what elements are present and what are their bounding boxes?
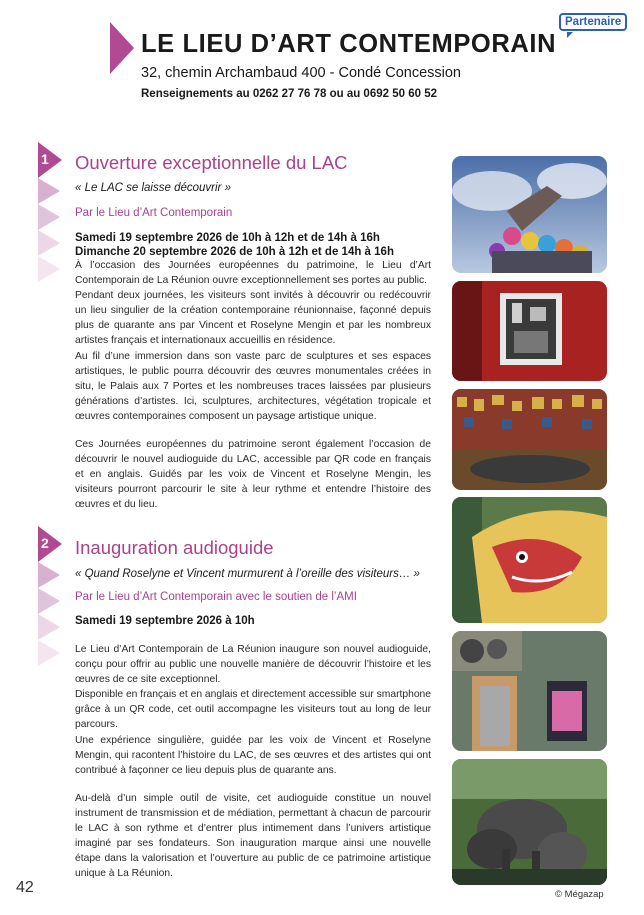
paragraph: Une expérience singulière, guidée par les voix de Vincent et Roselyne Mengin, qui racontent l’histoire du LAC, de ses œuvres et des artistes qui ont contribué à façonner ce lieu depuis plus de quarante ans.: [75, 734, 431, 776]
section-marker-2: [38, 526, 62, 666]
section-organizer: Par le Lieu d’Art Contemporain avec le soutien de l’AMI: [75, 591, 357, 603]
page-number: 42: [16, 879, 34, 896]
chevron-icon: [38, 640, 60, 666]
paragraph: Ces Journées européennes du patrimoine seront également l’occasion de découvrir le nouvel audioguide du LAC, accessible par QR code en français et en anglais. Guidés par les voix de Vincent et Roselyne Mengin, les visiteurs pourront parcourir le site à leur rythme et entendre l’histoire des œuvres et du lieu.: [75, 439, 431, 511]
section-dates: [75, 231, 394, 259]
contact-info: Renseignements au 0262 27 76 78 ou au 0692 50 60 52: [141, 88, 437, 100]
photo-painted-wall: [452, 497, 607, 623]
section-organizer: Par le Lieu d’Art Contemporain: [75, 207, 233, 219]
section-body: [75, 642, 431, 881]
paragraph: Au-delà d’un simple outil de visite, cet audioguide constitue un nouvel instrument de transmission et de médiation, permettant à chacun de parcourir le LAC à son rythme et d’entrer plus intimement dans l’univers artistique imaginé par ses fondateurs. Son inauguration marque ainsi une nouvelle étape dans la valorisation et l’ouverture au public de ce patrimoine artistique unique à La Réunion.: [75, 792, 431, 880]
photo-palace-doors: [452, 631, 607, 751]
paragraph: Au fil d’une immersion dans son vaste parc de sculptures et ses espaces artistiques, le public pourra découvrir des œuvres monumentales créées in situ, le Palais aux 7 Portes et les nombreuses traces laissées par plusieurs générations d’artistes. Ici, sculptures, architectures, végétation tropicale et œuvres contemporaines composent un paysage artistique unique.: [75, 350, 431, 422]
photo-elephant-sculptures: [452, 759, 607, 885]
partner-badge: [559, 13, 627, 31]
photo-credit: © Mégazap: [555, 889, 604, 900]
header-triangle-icon: [110, 22, 134, 74]
chevron-icon: [38, 230, 60, 256]
address: 32, chemin Archambaud 400 - Condé Concession: [141, 65, 461, 81]
section-date: Dimanche 20 septembre 2026 de 10h à 12h et de 14h à 16h: [75, 246, 394, 258]
photo-window-red-wall: [452, 281, 607, 381]
chevron-icon: [38, 256, 60, 282]
partner-badge-label: Partenaire: [565, 16, 622, 28]
photo-gallery-room: [452, 389, 607, 490]
chevron-icon: [38, 178, 60, 204]
page-title: LE LIEU D’ART CONTEMPORAIN: [141, 30, 557, 58]
paragraph: Pendant deux journées, les visiteurs sont invités à découvrir ou redécouvrir un lieu singulier de la création contemporaine réunionnaise, façonné depuis plus de quarante ans par Vincent et Roselyne Mengin et par les nombreux artistes français et internationaux accueillis en résidence.: [75, 290, 431, 347]
section-date: Samedi 19 septembre 2026 à 10h: [75, 615, 255, 627]
chevron-icon: [38, 204, 60, 230]
section-date: Samedi 19 septembre 2026 de 10h à 12h et de 14h à 16h: [75, 232, 380, 244]
section-dates: [75, 614, 255, 628]
section-quote: « Le LAC se laisse découvrir »: [75, 182, 231, 194]
section-title: Inauguration audioguide: [75, 537, 274, 558]
section-title: Ouverture exceptionnelle du LAC: [75, 152, 348, 173]
paragraph: Disponible en français et en anglais et directement accessible sur smartphone grâce à un QR code, cet outil accompagne les visiteurs tout au long de leur parcours.: [75, 689, 432, 731]
speech-bubble-tail-icon: [567, 32, 573, 38]
paragraph: Le Lieu d’Art Contemporain de La Réunion inaugure son nouvel audioguide, conçu pour offrir au public une nouvelle manière de découvrir l’histoire et les œuvres de ce site exceptionnel.: [75, 644, 431, 686]
chevron-icon: [38, 562, 60, 588]
photo-sculpture-sky: [452, 156, 607, 273]
section-number: 1: [41, 151, 49, 167]
paragraph: À l’occasion des Journées européennes du patrimoine, le Lieu d’Art Contemporain de La Réunion ouvre exceptionnellement ses portes au public.: [75, 260, 431, 287]
section-number: 2: [41, 535, 49, 551]
section-quote: « Quand Roselyne et Vincent murmurent à l’oreille des visiteurs… »: [75, 568, 420, 580]
section-marker-1: [38, 142, 62, 282]
section-body: [75, 258, 431, 513]
chevron-icon: [38, 614, 60, 640]
chevron-icon: [38, 588, 60, 614]
